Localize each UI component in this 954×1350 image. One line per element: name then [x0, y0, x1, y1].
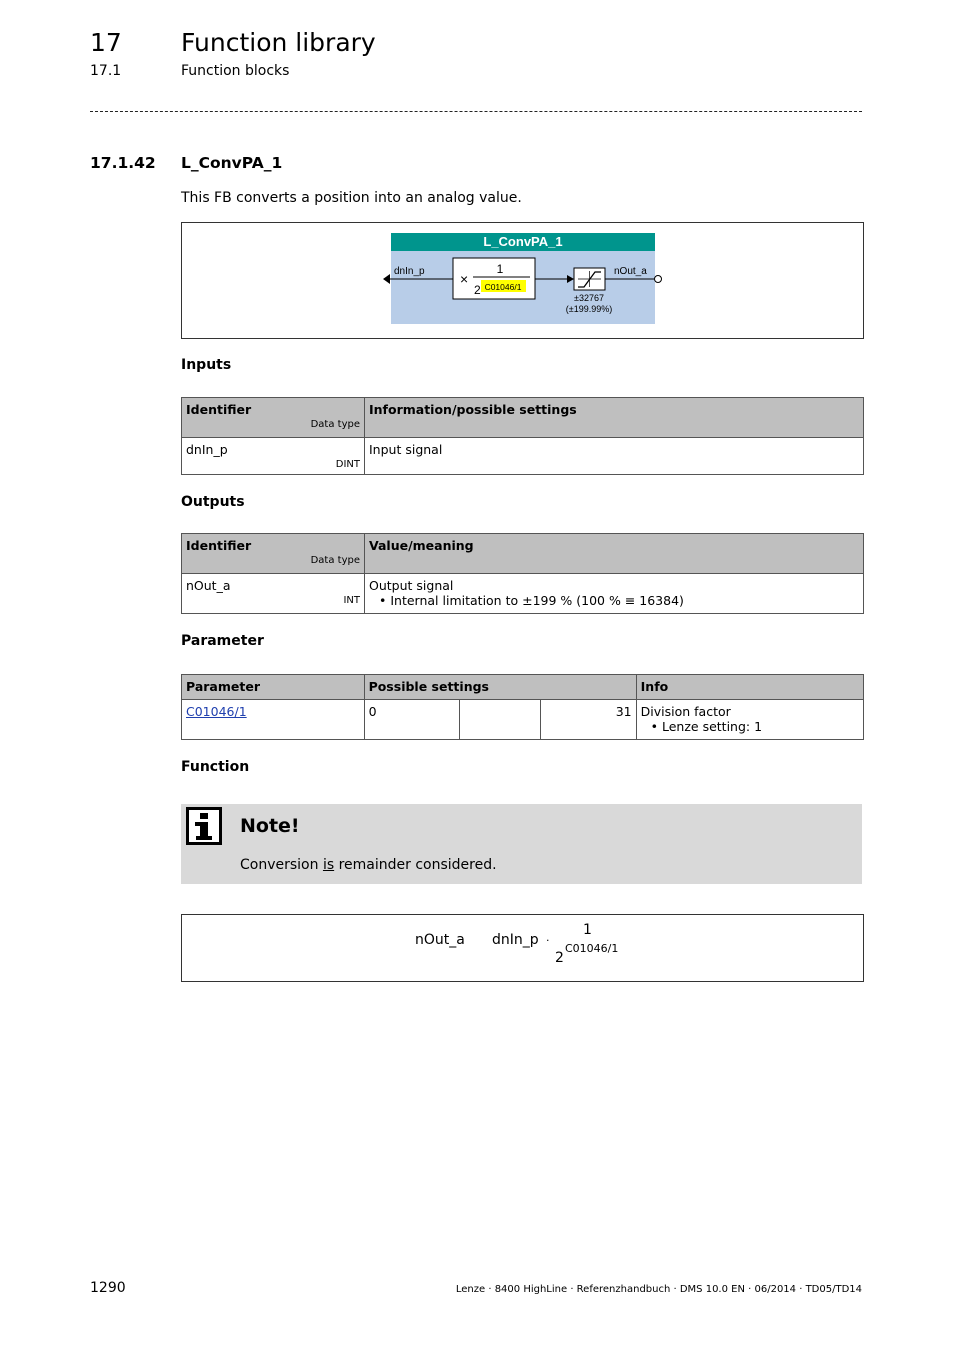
table-row	[182, 574, 864, 614]
param-max: 31	[540, 700, 636, 740]
inputs-col-identifier-label: Identifier	[186, 402, 252, 417]
inputs-col-info: Information/possible settings	[365, 398, 864, 438]
param-link-cell	[182, 700, 365, 740]
input-info: Input signal	[365, 438, 864, 475]
formula-rhs-var: dnIn_p	[492, 932, 539, 948]
block-title: L_ConvPA_1	[483, 234, 563, 249]
limit-percent: (±199.99%)	[565, 304, 613, 314]
param-min: 0	[364, 700, 460, 740]
note-text-after: remainder considered.	[334, 857, 497, 873]
intro-text: This FB converts a position into an analog value.	[181, 190, 522, 206]
param-bullet: • Lenze setting: 1	[641, 719, 859, 734]
table-row	[182, 438, 864, 475]
inputs-identifier-cell	[182, 438, 365, 475]
inputs-label: Inputs	[181, 357, 232, 373]
formula-base: 2	[555, 950, 564, 966]
section-number: 17.1	[90, 63, 122, 79]
note-text-underlined: is	[322, 857, 335, 873]
param-unit-cell	[460, 700, 541, 740]
input-datatype: DINT	[335, 459, 360, 470]
table-row	[182, 700, 864, 740]
param-col-settings: Possible settings	[364, 675, 636, 700]
formula-dot: ·	[546, 934, 550, 947]
param-col-info: Info	[636, 675, 863, 700]
outputs-info-cell	[365, 574, 864, 614]
output-connector-icon	[655, 276, 662, 283]
output-identifier: nOut_a	[186, 578, 231, 593]
formula-box	[181, 914, 864, 982]
outputs-col-identifier	[182, 534, 365, 574]
note-title: Note!	[240, 815, 300, 837]
page-number: 1290	[90, 1280, 126, 1296]
outputs-col-info: Value/meaning	[365, 534, 864, 574]
output-info: Output signal	[369, 578, 454, 593]
outputs-identifier-cell	[182, 574, 365, 614]
note-text	[240, 857, 497, 873]
divider-base: 2	[474, 283, 481, 297]
outputs-col-identifier-label: Identifier	[186, 538, 252, 553]
param-info: Division factor	[640, 704, 731, 719]
heading-title: L_ConvPA_1	[181, 154, 283, 172]
multiply-icon: ×	[460, 271, 469, 287]
divider-numerator: 1	[496, 262, 504, 276]
input-label: dnIn_p	[394, 266, 425, 277]
param-link[interactable]: C01046/1	[186, 704, 247, 719]
output-datatype: INT	[343, 595, 360, 606]
info-icon	[186, 807, 222, 845]
formula-lhs: nOut_a	[415, 932, 465, 948]
outputs-table	[181, 533, 864, 614]
parameter-label: Parameter	[181, 633, 264, 649]
formula-numerator: 1	[583, 922, 592, 938]
heading-number: 17.1.42	[90, 154, 156, 172]
output-bullet: • Internal limitation to ±199 % (100 % ≡ 16384)	[369, 593, 859, 608]
header-divider	[90, 111, 862, 112]
divider-exponent: C01046/1	[484, 282, 522, 292]
inputs-table	[181, 397, 864, 475]
chapter-title: Function library	[181, 28, 376, 57]
input-identifier: dnIn_p	[186, 442, 228, 457]
note-text-before: Conversion	[240, 857, 323, 873]
function-label: Function	[181, 759, 250, 775]
parameter-table	[181, 674, 864, 740]
section-title: Function blocks	[181, 63, 290, 79]
outputs-col-datatype: Data type	[310, 555, 360, 566]
footer-doc-info: Lenze · 8400 HighLine · Referenzhandbuch · DMS 10.0 EN · 06/2014 · TD05/TD14	[455, 1284, 862, 1295]
chapter-number: 17	[90, 28, 122, 57]
param-info-cell	[636, 700, 863, 740]
function-block-diagram	[382, 232, 667, 327]
formula-exponent: C01046/1	[565, 942, 619, 955]
limit-value: ±32767	[574, 293, 604, 303]
param-col-parameter: Parameter	[182, 675, 365, 700]
inputs-col-identifier	[182, 398, 365, 438]
outputs-label: Outputs	[181, 494, 245, 510]
inputs-col-datatype: Data type	[310, 419, 360, 430]
input-arrow-icon	[383, 274, 390, 284]
output-label: nOut_a	[614, 266, 647, 277]
